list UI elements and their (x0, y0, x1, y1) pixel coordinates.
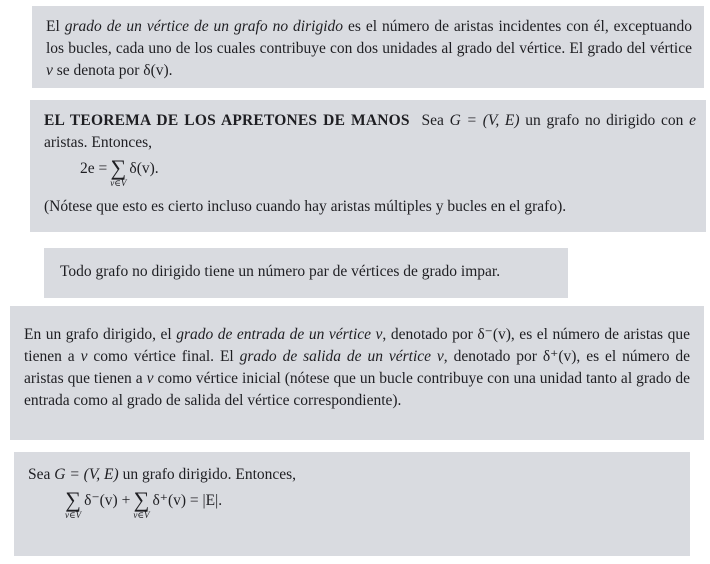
handshake-theorem-box (30, 100, 706, 232)
out-degree-term: grado de salida de un vértice v (239, 348, 444, 365)
corollary-text: Todo grafo no dirigido tiene un número par de vértices de grado impar. (60, 263, 501, 280)
degree-term: grado de un vértice de un grafo no dirigido (64, 18, 343, 35)
sum-operator-in (65, 487, 82, 520)
handshake-statement: EL TEOREMA DE LOS APRETONES DE MANOS Sea G = (V, E) un grafo no dirigido con e aristas. Entonces, (44, 112, 696, 151)
corollary-box (44, 248, 568, 298)
sum-subscript: v∈V (65, 510, 82, 520)
sum-subscript: v∈V (110, 178, 127, 188)
formula-summand: δ(v). (129, 160, 159, 177)
directed-degree-text: En un grafo dirigido, el grado de entrada de un vértice v, denotado por δ⁻(v), es el número de aristas que tienen a v como vértice final. El grado de salida de un vértice v, denotado por δ⁺(v), es el número de aristas que tienen a v como vértice inicial (nótese que un bucle contribuye con una unidad tanto al grado de entrada como al grado de salida del vértice correspondiente). (24, 326, 690, 409)
out-degree-term-formula: δ⁺(v) = |E|. (152, 492, 223, 509)
in-degree-term: grado de entrada de un vértice v (176, 326, 383, 343)
theorem-heading: EL TEOREMA DE LOS APRETONES DE MANOS (44, 112, 410, 129)
sum-operator-out (133, 487, 150, 520)
in-degree-term-formula: δ⁻(v) + (84, 492, 131, 509)
directed-theorem-statement: Sea G = (V, E) un grafo dirigido. Entonces, (28, 466, 297, 483)
sum-subscript: v∈V (133, 510, 150, 520)
sum-symbol: ∑ (133, 487, 150, 512)
degree-definition-box (32, 6, 704, 88)
handshake-formula (44, 155, 696, 188)
directed-theorem-formula (28, 487, 680, 520)
sum-symbol: ∑ (65, 487, 81, 512)
directed-degree-definition-box (10, 306, 704, 440)
sum-symbol: ∑ (110, 155, 127, 180)
directed-theorem-box (14, 452, 690, 556)
sum-operator (110, 155, 127, 188)
degree-definition-text: El grado de un vértice de un grafo no dirigido es el número de aristas incidentes con él, exceptuando los bucles, cada uno de los cuales contribuye con dos unidades al grado del vértice. El grado del vértice v se denota por δ(v). (46, 18, 692, 79)
formula-lhs: 2e = (80, 160, 108, 177)
handshake-note: (Nótese que esto es cierto incluso cuando hay aristas múltiples y bucles en el grafo). (44, 198, 567, 215)
